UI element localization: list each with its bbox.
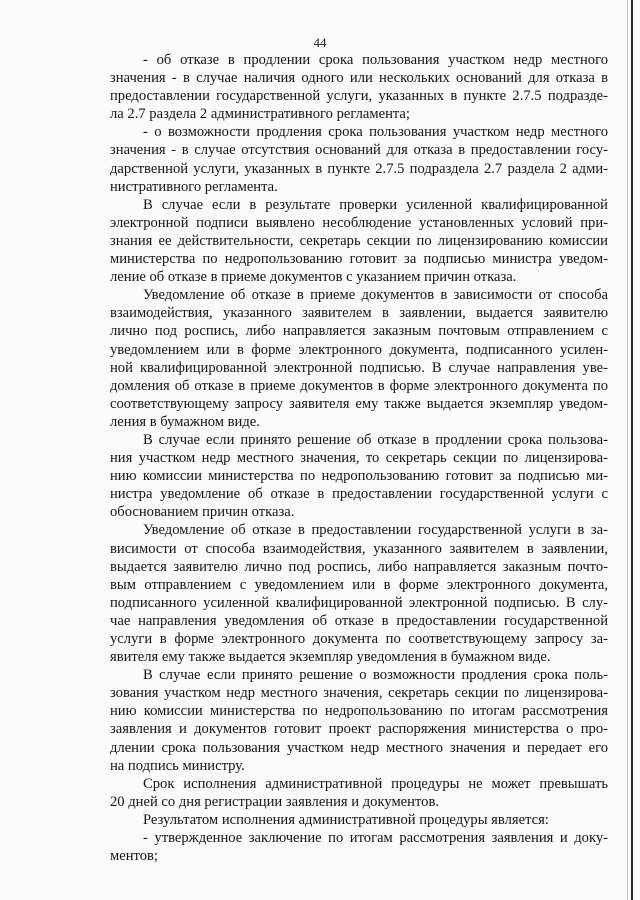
text-line: чае направления уведомления об отказе в предоставлении государственной: [110, 612, 608, 629]
text-line: В случае если в результате проверки усиленной квалифицированной: [143, 196, 608, 213]
text-line: ментов;: [110, 848, 158, 865]
text-line: ление об отказе в приеме документов с указанием причин отказа.: [110, 269, 517, 286]
text-line: Результатом исполнения административной процедуры является:: [143, 811, 549, 828]
text-line: ной квалифицированной электронной подписью. В случае направления уве-: [110, 359, 608, 376]
scan-edge-line: [631, 0, 633, 900]
document-body: [110, 51, 608, 865]
text-line: зования участком недр местного значения, секретарь секции по лицензирова-: [110, 685, 608, 702]
paragraph: [110, 666, 608, 775]
text-line: В случае если принято решение о возможности продления срока поль-: [143, 667, 608, 684]
text-line: - об отказе в продлении срока пользования участком недр местного: [143, 52, 608, 68]
text-line: ла 2.7 раздела 2 административного регламента;: [110, 106, 410, 123]
paragraph: [110, 811, 608, 829]
paragraph: [110, 829, 608, 865]
text-line: нистративного регламента.: [110, 178, 278, 195]
text-line: - утвержденное заключение по итогам рассмотрения заявления и доку-: [143, 830, 608, 847]
paragraph: [110, 123, 608, 195]
text-line: Уведомление об отказе в предоставлении государственной услуги в за-: [143, 522, 608, 539]
scan-edge-shadow: [627, 0, 628, 900]
text-line: предоставлении государственной услуги, указанных в пункте 2.7.5 подразде-: [110, 88, 608, 105]
text-line: значения - в случае наличия одного или нескольких оснований для отказа в: [110, 70, 608, 87]
text-line: домления об отказе в приеме документов в форме электронного документа по: [110, 377, 608, 394]
text-line: нистра уведомление об отказе в предоставлении государственной услуги с: [110, 486, 608, 503]
text-line: заявления и документов готовит проект распоряжения министерства о про-: [110, 721, 608, 738]
text-line: длении срока пользования участком недр местного значения и передает его: [110, 739, 608, 756]
text-line: ния участком недр местного значения, то секретарь секции по лицензирова-: [110, 450, 608, 467]
text-line: висимости от способа взаимодействия, указанного заявителем в заявлении,: [110, 540, 608, 557]
text-line: взаимодействия, указанного заявителем в заявлении, выдается заявителю: [110, 305, 608, 322]
paragraph: [110, 775, 608, 811]
text-line: ления в бумажном виде.: [110, 413, 260, 430]
text-line: дарственной услуги, указанных в пункте 2.7.5 подраздела 2.7 раздела 2 адми-: [110, 160, 608, 177]
text-line: подписанного усиленной квалифицированной электронной подписью. В слу-: [110, 594, 608, 611]
text-line: Уведомление об отказе в приеме документов в зависимости от способа: [143, 287, 608, 304]
text-line: министерства по недропользованию готовит за подписью министра уведом-: [110, 251, 608, 268]
text-line: на подпись министру.: [110, 757, 245, 774]
text-line: В случае если принято решение об отказе в продлении срока пользова-: [143, 431, 608, 448]
paragraph: [110, 196, 608, 286]
text-line: услуги в форме электронного документа по соответствующему запросу за-: [110, 631, 608, 647]
text-line: уведомлением или в форме электронного документа, подписанного усилен-: [110, 341, 608, 358]
page-number: 44: [313, 35, 327, 50]
text-line: - о возможности продления срока пользования участком недр местного: [143, 124, 608, 141]
text-line: лично под роспись, либо направляется заказным почтовым отправлением с: [110, 323, 608, 340]
text-line: обоснованием причин отказа.: [110, 504, 295, 521]
paragraph: [110, 286, 608, 431]
paragraph: [110, 51, 608, 123]
text-line: 20 дней со дня регистрации заявления и документов.: [110, 793, 439, 810]
paragraph: [110, 521, 608, 666]
text-line: вым отправлением с уведомлением или в форме электронного документа,: [110, 576, 608, 593]
text-line: нию комиссии министерства по недропользованию по итогам рассмотрения: [110, 703, 608, 720]
text-line: электронной подписи выявлено несоблюдение установленных условий при-: [110, 214, 608, 231]
text-line: выдается заявителю лично под роспись, либо направляется заказным почто-: [110, 558, 608, 575]
text-line: нию комиссии министерства по недропользованию готовит за подписью ми-: [110, 468, 608, 485]
text-line: знания ее действительности, секретарь секции по лицензированию комиссии: [110, 232, 608, 249]
text-line: значения - в случае отсутствия оснований для отказа в предоставлении госу-: [110, 142, 608, 159]
paragraph: [110, 431, 608, 521]
text-line: явителя ему также выдается экземпляр уведомления в бумажном виде.: [110, 649, 551, 666]
text-line: Срок исполнения административной процедуры не может превышать: [143, 775, 608, 792]
text-line: соответствующему запросу заявителя ему также выдается экземпляр уведом-: [110, 395, 608, 412]
